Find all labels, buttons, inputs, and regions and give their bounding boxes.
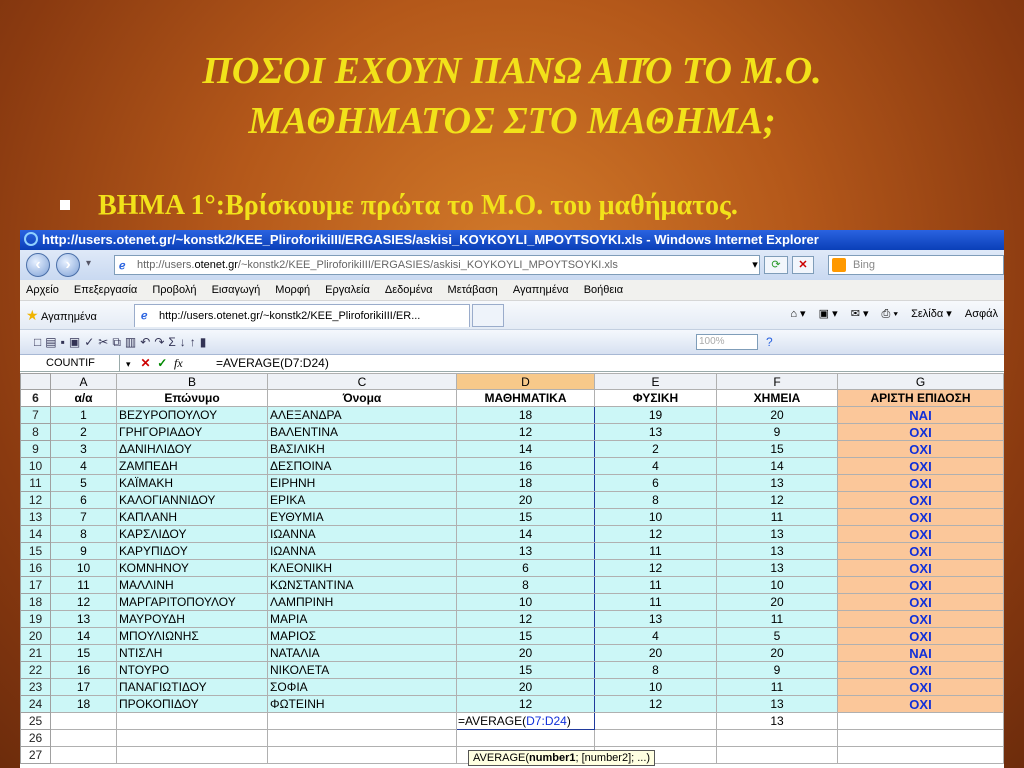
- cell-chemistry[interactable]: 13: [717, 526, 838, 543]
- cell-empty[interactable]: [595, 713, 717, 730]
- table-row: [21, 628, 1004, 645]
- row-header[interactable]: 24: [21, 696, 51, 713]
- table-row: [21, 441, 1004, 458]
- cell-surname[interactable]: ΜΑΥΡΟΥΔΗ: [117, 611, 268, 628]
- table-row: [21, 696, 1004, 713]
- search-placeholder: Bing: [853, 259, 876, 271]
- cell-physics[interactable]: 11: [595, 594, 717, 611]
- mail-icon[interactable]: ✉ ▾: [850, 308, 869, 320]
- cell-chemistry[interactable]: 13: [717, 696, 838, 713]
- cell-aa[interactable]: 5: [51, 475, 117, 492]
- header-name[interactable]: Όνομα: [268, 390, 457, 407]
- cell-name[interactable]: ΜΑΡΙΟΣ: [268, 628, 457, 645]
- title-line-1: ΠΟΣΟΙ ΕΧΟΥΝ ΠΑΝΩ ΑΠΌ ΤΟ Μ.Ο.: [202, 50, 822, 92]
- menu-file[interactable]: Αρχείο: [26, 284, 59, 296]
- name-box[interactable]: COUNTIF: [20, 355, 120, 371]
- table-row: [21, 492, 1004, 509]
- cell-math[interactable]: 10: [457, 594, 595, 611]
- spreadsheet-grid: [20, 373, 1004, 764]
- favorites-label: Αγαπημένα: [41, 311, 97, 323]
- redo-icon[interactable]: ↷: [154, 335, 169, 349]
- table-row: [21, 645, 1004, 662]
- edit-range-ref: D7:D24: [526, 714, 567, 728]
- cell-physics[interactable]: 11: [595, 543, 717, 560]
- cell-surname[interactable]: ΚΑΪΜΑΚΗ: [117, 475, 268, 492]
- column-header-e[interactable]: E: [595, 374, 717, 390]
- cell-surname[interactable]: ΔΑΝΙΗΛΙΔΟΥ: [117, 441, 268, 458]
- cell-aa[interactable]: 2: [51, 424, 117, 441]
- window-title: http://users.otenet.gr/~konstk2/KEE_PliroforikiIII/ERGASIES/askisi_KOYKOYLI_MPOYTSOYKI.xls - Windows Internet Explorer: [42, 232, 819, 247]
- cell-math[interactable]: 20: [457, 679, 595, 696]
- row-header[interactable]: 23: [21, 679, 51, 696]
- function-tooltip: [468, 750, 655, 766]
- cell-physics[interactable]: 6: [595, 475, 717, 492]
- cell-aa[interactable]: 9: [51, 543, 117, 560]
- formula-input[interactable]: =AVERAGE(D7:D24): [216, 356, 329, 370]
- print-preview-icon[interactable]: ▣: [68, 335, 85, 349]
- browser-window: [20, 230, 1004, 768]
- cell-physics[interactable]: 4: [595, 628, 717, 645]
- excel-toolbar: [20, 330, 1004, 355]
- cell-math[interactable]: 12: [457, 424, 595, 441]
- row-header[interactable]: 27: [21, 747, 51, 764]
- cell-physics[interactable]: 10: [595, 679, 717, 696]
- page-icon: ℯ: [119, 260, 126, 272]
- cell-physics[interactable]: 13: [595, 611, 717, 628]
- column-header-d[interactable]: D: [457, 374, 595, 390]
- name-dropdown-icon[interactable]: ▾: [126, 359, 131, 369]
- cell-aa[interactable]: 14: [51, 628, 117, 645]
- table-row: [21, 662, 1004, 679]
- menu-insert[interactable]: Εισαγωγή: [211, 284, 261, 296]
- table-row: [21, 458, 1004, 475]
- chart-icon[interactable]: ▮: [199, 335, 211, 349]
- cell-empty[interactable]: [838, 730, 1004, 747]
- cell-aa[interactable]: 12: [51, 594, 117, 611]
- cell-chemistry[interactable]: 11: [717, 509, 838, 526]
- cell-chemistry[interactable]: 5: [717, 628, 838, 645]
- column-headers: [21, 374, 1004, 390]
- cell-name[interactable]: ΔΕΣΠΟΙΝΑ: [268, 458, 457, 475]
- cell-chemistry[interactable]: 13: [717, 543, 838, 560]
- page-menu[interactable]: Σελίδα ▾: [911, 308, 952, 320]
- cell-empty[interactable]: [717, 730, 838, 747]
- cell-chemistry[interactable]: 20: [717, 645, 838, 662]
- cell-name[interactable]: ΚΛΕΟΝΙΚΗ: [268, 560, 457, 577]
- cell-aa[interactable]: 3: [51, 441, 117, 458]
- cell-best[interactable]: ΟΧΙ: [838, 458, 1004, 475]
- cell-empty[interactable]: [595, 730, 717, 747]
- cell-math[interactable]: 14: [457, 526, 595, 543]
- cell-best[interactable]: ΟΧΙ: [838, 611, 1004, 628]
- bullet-text: ΒΗΜΑ 1°:Βρίσκουμε πρώτα το Μ.Ο. του μαθήματος.: [98, 190, 738, 221]
- cell-surname[interactable]: ΚΑΡΥΠΙΔΟΥ: [117, 543, 268, 560]
- row-header[interactable]: 13: [21, 509, 51, 526]
- cell-name[interactable]: ΜΑΡΙΑ: [268, 611, 457, 628]
- safety-menu[interactable]: Ασφάλ: [964, 308, 998, 320]
- table-row: [21, 543, 1004, 560]
- cell-empty[interactable]: [51, 747, 117, 764]
- cell-chemistry[interactable]: 14: [717, 458, 838, 475]
- open-icon[interactable]: ▤: [45, 335, 61, 349]
- table-row: [21, 424, 1004, 441]
- cell-best[interactable]: ΟΧΙ: [838, 492, 1004, 509]
- table-header-row: [21, 390, 1004, 407]
- cell-best[interactable]: ΟΧΙ: [838, 475, 1004, 492]
- history-dropdown-icon[interactable]: ▾: [86, 258, 92, 269]
- new-icon[interactable]: □: [34, 335, 46, 349]
- row-header[interactable]: 7: [21, 407, 51, 424]
- cell-name[interactable]: ΕΥΘΥΜΙΑ: [268, 509, 457, 526]
- cell-physics[interactable]: 11: [595, 577, 717, 594]
- cell-best[interactable]: ΟΧΙ: [838, 577, 1004, 594]
- table-row: [21, 611, 1004, 628]
- cell-best[interactable]: ΟΧΙ: [838, 662, 1004, 679]
- cell-name[interactable]: ΕΡΙΚΑ: [268, 492, 457, 509]
- refresh-icon[interactable]: ⟳: [764, 256, 788, 274]
- cell-surname[interactable]: ΚΑΠΛΑΝΗ: [117, 509, 268, 526]
- table-row: [21, 560, 1004, 577]
- cell-aa[interactable]: 7: [51, 509, 117, 526]
- cell-chemistry[interactable]: 9: [717, 424, 838, 441]
- table-row: [21, 407, 1004, 424]
- cell-name[interactable]: ΙΩΑΝΝΑ: [268, 526, 457, 543]
- undo-icon[interactable]: ↶: [140, 335, 155, 349]
- cell-surname[interactable]: ΜΑΡΓΑΡΙΤΟΠΟΥΛΟΥ: [117, 594, 268, 611]
- sort-descending-icon[interactable]: ↑: [189, 335, 200, 349]
- cut-icon[interactable]: ✂: [98, 335, 113, 349]
- cell-chemistry[interactable]: 9: [717, 662, 838, 679]
- cancel-icon[interactable]: ✕: [140, 356, 151, 370]
- row-header[interactable]: 6: [21, 390, 51, 407]
- cell-math[interactable]: 12: [457, 611, 595, 628]
- cell-best[interactable]: ΟΧΙ: [838, 628, 1004, 645]
- column-header-g[interactable]: G: [838, 374, 1004, 390]
- cell-surname[interactable]: ΜΠΟΥΛΙΩΝΗΣ: [117, 628, 268, 645]
- menu-tools[interactable]: Εργαλεία: [325, 284, 370, 296]
- row-header[interactable]: 22: [21, 662, 51, 679]
- cell-aa[interactable]: 16: [51, 662, 117, 679]
- cell-empty[interactable]: [51, 730, 117, 747]
- cell-math[interactable]: 18: [457, 475, 595, 492]
- cell-chemistry[interactable]: 12: [717, 492, 838, 509]
- cell-empty[interactable]: [117, 730, 268, 747]
- cell-best[interactable]: ΟΧΙ: [838, 526, 1004, 543]
- header-surname[interactable]: Επώνυμο: [117, 390, 268, 407]
- cell-chemistry[interactable]: 13: [717, 475, 838, 492]
- cell-math[interactable]: 20: [457, 492, 595, 509]
- cell-name[interactable]: ΣΟΦΙΑ: [268, 679, 457, 696]
- sum-icon[interactable]: Σ: [168, 335, 180, 349]
- row-header[interactable]: 12: [21, 492, 51, 509]
- row-header[interactable]: 14: [21, 526, 51, 543]
- cell-best[interactable]: ΝΑΙ: [838, 645, 1004, 662]
- bullet-dot: [60, 200, 70, 210]
- cell-surname[interactable]: ΜΑΛΛΙΝΗ: [117, 577, 268, 594]
- sort-ascending-icon[interactable]: ↓: [179, 335, 190, 349]
- cell-empty[interactable]: [717, 747, 838, 764]
- cell-empty[interactable]: [268, 747, 457, 764]
- table-row: [21, 594, 1004, 611]
- favorites-bar: [20, 301, 1004, 330]
- row-header[interactable]: 15: [21, 543, 51, 560]
- table-row-empty: [21, 730, 1004, 747]
- menu-favorites[interactable]: Αγαπημένα: [512, 284, 569, 296]
- cell-chemistry[interactable]: 20: [717, 407, 838, 424]
- cell-aa[interactable]: 1: [51, 407, 117, 424]
- formula-buttons: [126, 355, 183, 372]
- cell-surname[interactable]: ΚΑΛΟΓΙΑΝΝΙΔΟΥ: [117, 492, 268, 509]
- menu-help[interactable]: Βοήθεια: [583, 284, 624, 296]
- cell-math[interactable]: 8: [457, 577, 595, 594]
- header-best-performance[interactable]: ΑΡΙΣΤΗ ΕΠΙΔΟΣΗ: [838, 390, 1004, 407]
- cell-aa[interactable]: 4: [51, 458, 117, 475]
- back-button[interactable]: ‹: [26, 253, 50, 277]
- cell-math[interactable]: 12: [457, 696, 595, 713]
- title-line-2: ΜΑΘΗΜΑΤΟΣ ΣΤΟ ΜΑΘΗΜΑ;: [248, 100, 776, 142]
- cell-physics[interactable]: 12: [595, 696, 717, 713]
- cell-name[interactable]: ΒΑΣΙΛΙΚΗ: [268, 441, 457, 458]
- cell-name[interactable]: ΝΙΚΟΛΕΤΑ: [268, 662, 457, 679]
- cell-math[interactable]: 15: [457, 628, 595, 645]
- row-header[interactable]: 26: [21, 730, 51, 747]
- row-header[interactable]: 16: [21, 560, 51, 577]
- cell-empty[interactable]: [268, 730, 457, 747]
- ie-logo-icon: [24, 232, 38, 246]
- cell-surname[interactable]: ΠΡΟΚΟΠΙΔΟΥ: [117, 696, 268, 713]
- row-header[interactable]: 20: [21, 628, 51, 645]
- feeds-icon[interactable]: ▣ ▾: [818, 308, 838, 320]
- row-header[interactable]: 21: [21, 645, 51, 662]
- copy-icon[interactable]: ⧉: [112, 335, 125, 349]
- url-dropdown-icon[interactable]: ▾: [752, 259, 758, 271]
- cell-aa[interactable]: 6: [51, 492, 117, 509]
- address-bar: [20, 250, 1004, 280]
- menu-bar: [20, 280, 1004, 301]
- cell-math[interactable]: 20: [457, 645, 595, 662]
- formula-bar: [20, 355, 1004, 372]
- cell-physics[interactable]: 2: [595, 441, 717, 458]
- cell-best[interactable]: ΟΧΙ: [838, 543, 1004, 560]
- cell-name[interactable]: ΕΙΡΗΝΗ: [268, 475, 457, 492]
- cell-name[interactable]: ΙΩΑΝΝΑ: [268, 543, 457, 560]
- forward-button[interactable]: ›: [56, 253, 80, 277]
- cell-empty[interactable]: [117, 747, 268, 764]
- row-header[interactable]: 19: [21, 611, 51, 628]
- table-row: [21, 526, 1004, 543]
- menu-go[interactable]: Μετάβαση: [447, 284, 498, 296]
- cell-physics[interactable]: 8: [595, 492, 717, 509]
- cell-surname[interactable]: ΚΑΡΣΛΙΔΟΥ: [117, 526, 268, 543]
- bullet-step-1: [60, 190, 738, 222]
- cell-empty[interactable]: [838, 747, 1004, 764]
- cell-empty[interactable]: [51, 713, 117, 730]
- menu-format[interactable]: Μορφή: [275, 284, 311, 296]
- select-all-corner[interactable]: [21, 374, 51, 390]
- column-header-b[interactable]: B: [117, 374, 268, 390]
- tab-active[interactable]: [134, 304, 470, 327]
- enter-icon[interactable]: ✓: [157, 356, 168, 370]
- tooltip-fn: AVERAGE(: [473, 752, 530, 764]
- cell-surname[interactable]: ΚΟΜΝΗΝΟΥ: [117, 560, 268, 577]
- tooltip-arg1: number1: [529, 752, 576, 764]
- zoom-select[interactable]: [696, 334, 758, 350]
- cell-empty[interactable]: [838, 713, 1004, 730]
- cell-editing-average[interactable]: [457, 713, 595, 730]
- cell-best[interactable]: ΟΧΙ: [838, 594, 1004, 611]
- url-input[interactable]: [114, 255, 760, 275]
- row-header[interactable]: 10: [21, 458, 51, 475]
- cell-physics[interactable]: 12: [595, 560, 717, 577]
- search-input[interactable]: [828, 255, 1004, 275]
- cell-aa[interactable]: 17: [51, 679, 117, 696]
- cell-chemistry[interactable]: 13: [717, 560, 838, 577]
- row-header[interactable]: 9: [21, 441, 51, 458]
- cell-chemistry[interactable]: 20: [717, 594, 838, 611]
- command-bar: [780, 307, 998, 321]
- cell-best[interactable]: ΝΑΙ: [838, 407, 1004, 424]
- column-header-c[interactable]: C: [268, 374, 457, 390]
- cell-name[interactable]: ΑΛΕΞΑΝΔΡΑ: [268, 407, 457, 424]
- cell-math[interactable]: 15: [457, 662, 595, 679]
- header-aa[interactable]: α/α: [51, 390, 117, 407]
- cell-name[interactable]: ΝΑΤΑΛΙΑ: [268, 645, 457, 662]
- url-domain: otenet.gr: [194, 259, 238, 271]
- cell-physics[interactable]: 13: [595, 424, 717, 441]
- cell-aa[interactable]: 10: [51, 560, 117, 577]
- cell-math[interactable]: 18: [457, 407, 595, 424]
- star-icon: ★: [26, 307, 39, 323]
- menu-view[interactable]: Προβολή: [152, 284, 197, 296]
- row-header[interactable]: 17: [21, 577, 51, 594]
- cell-physics[interactable]: 20: [595, 645, 717, 662]
- row-header[interactable]: 18: [21, 594, 51, 611]
- cell-math[interactable]: 6: [457, 560, 595, 577]
- url-rest: /~konstk2/KEE_PliroforikiIII/ERGASIES/askisi_KOYKOYLI_MPOYTSOYKI.xls: [237, 259, 618, 271]
- cell-chemistry[interactable]: 15: [717, 441, 838, 458]
- cell-aa[interactable]: 11: [51, 577, 117, 594]
- cell-physics[interactable]: 8: [595, 662, 717, 679]
- row-header[interactable]: 11: [21, 475, 51, 492]
- cell-best[interactable]: ΟΧΙ: [838, 679, 1004, 696]
- cell-aa[interactable]: 18: [51, 696, 117, 713]
- tooltip-rest: ; [number2]; ...): [575, 752, 651, 764]
- print-icon[interactable]: ⎙ ▾: [881, 308, 899, 320]
- edit-suffix: ): [566, 714, 571, 728]
- cell-chemistry[interactable]: 10: [717, 577, 838, 594]
- cell-name[interactable]: ΒΑΛΕΝΤΙΝΑ: [268, 424, 457, 441]
- cell-surname[interactable]: ΠΑΝΑΓΙΩΤΙΔΟΥ: [117, 679, 268, 696]
- header-chemistry[interactable]: ΧΗΜΕΙΑ: [717, 390, 838, 407]
- cell-aa[interactable]: 13: [51, 611, 117, 628]
- tab-title: http://users.otenet.gr/~konstk2/KEE_PliroforikiIII/ER...: [159, 310, 421, 322]
- cell-aa[interactable]: 15: [51, 645, 117, 662]
- cell-aa[interactable]: 8: [51, 526, 117, 543]
- cell-empty[interactable]: [268, 713, 457, 730]
- cell-physics[interactable]: 10: [595, 509, 717, 526]
- cell-name[interactable]: ΛΑΜΠΡΙΝΗ: [268, 594, 457, 611]
- table-row: [21, 577, 1004, 594]
- cell-name[interactable]: ΦΩΤΕΙΝΗ: [268, 696, 457, 713]
- favorites-button[interactable]: [26, 307, 97, 324]
- stop-icon[interactable]: ✕: [792, 256, 814, 274]
- cell-best[interactable]: ΟΧΙ: [838, 509, 1004, 526]
- spelling-icon[interactable]: ✓: [84, 335, 99, 349]
- header-math[interactable]: ΜΑΘΗΜΑΤΙΚΑ: [457, 390, 595, 407]
- cell-empty[interactable]: [117, 713, 268, 730]
- edit-prefix: =AVERAGE(: [458, 714, 527, 728]
- cell-surname[interactable]: ΝΤΟΥΡΟ: [117, 662, 268, 679]
- zoom-value: 100%: [699, 336, 725, 347]
- bing-icon: [832, 258, 846, 272]
- cell-physics[interactable]: 19: [595, 407, 717, 424]
- cell-math[interactable]: 14: [457, 441, 595, 458]
- cell-empty[interactable]: [457, 730, 595, 747]
- cell-chemistry[interactable]: 11: [717, 611, 838, 628]
- table-row: [21, 475, 1004, 492]
- cell-chemistry[interactable]: 11: [717, 679, 838, 696]
- cell-best[interactable]: ΟΧΙ: [838, 696, 1004, 713]
- column-header-f[interactable]: F: [717, 374, 838, 390]
- cell-best[interactable]: ΟΧΙ: [838, 441, 1004, 458]
- cell-math[interactable]: 15: [457, 509, 595, 526]
- cell-best[interactable]: ΟΧΙ: [838, 424, 1004, 441]
- table-row: [21, 509, 1004, 526]
- menu-data[interactable]: Δεδομένα: [384, 284, 433, 296]
- function-icon[interactable]: fx: [174, 356, 183, 370]
- cell-physics[interactable]: 4: [595, 458, 717, 475]
- paste-icon[interactable]: ▥: [124, 335, 141, 349]
- cell-surname[interactable]: ΝΤΙΣΛΗ: [117, 645, 268, 662]
- window-titlebar[interactable]: [20, 230, 1004, 250]
- table-row: [21, 679, 1004, 696]
- column-header-a[interactable]: A: [51, 374, 117, 390]
- cell-chemistry-25[interactable]: 13: [717, 713, 838, 730]
- home-icon[interactable]: ⌂ ▾: [790, 308, 806, 320]
- help-icon[interactable]: ?: [766, 335, 773, 349]
- menu-edit[interactable]: Επεξεργασία: [73, 284, 138, 296]
- url-prefix: http://users.: [137, 259, 195, 271]
- cell-surname[interactable]: ΓΡΗΓΟΡΙΑΔΟΥ: [117, 424, 268, 441]
- tab-page-icon: ℯ: [141, 310, 148, 322]
- save-icon[interactable]: ▪: [60, 335, 69, 349]
- cell-physics[interactable]: 12: [595, 526, 717, 543]
- cell-math[interactable]: 16: [457, 458, 595, 475]
- table-row-edit: [21, 713, 1004, 730]
- row-header[interactable]: 8: [21, 424, 51, 441]
- row-header[interactable]: 25: [21, 713, 51, 730]
- header-physics[interactable]: ΦΥΣΙΚΗ: [595, 390, 717, 407]
- cell-name[interactable]: ΚΩΝΣΤΑΝΤΙΝΑ: [268, 577, 457, 594]
- cell-surname[interactable]: ΖΑΜΠΕΔΗ: [117, 458, 268, 475]
- cell-math[interactable]: 13: [457, 543, 595, 560]
- cell-best[interactable]: ΟΧΙ: [838, 560, 1004, 577]
- new-tab-button[interactable]: [472, 304, 504, 327]
- cell-surname[interactable]: ΒΕΖΥΡΟΠΟΥΛΟΥ: [117, 407, 268, 424]
